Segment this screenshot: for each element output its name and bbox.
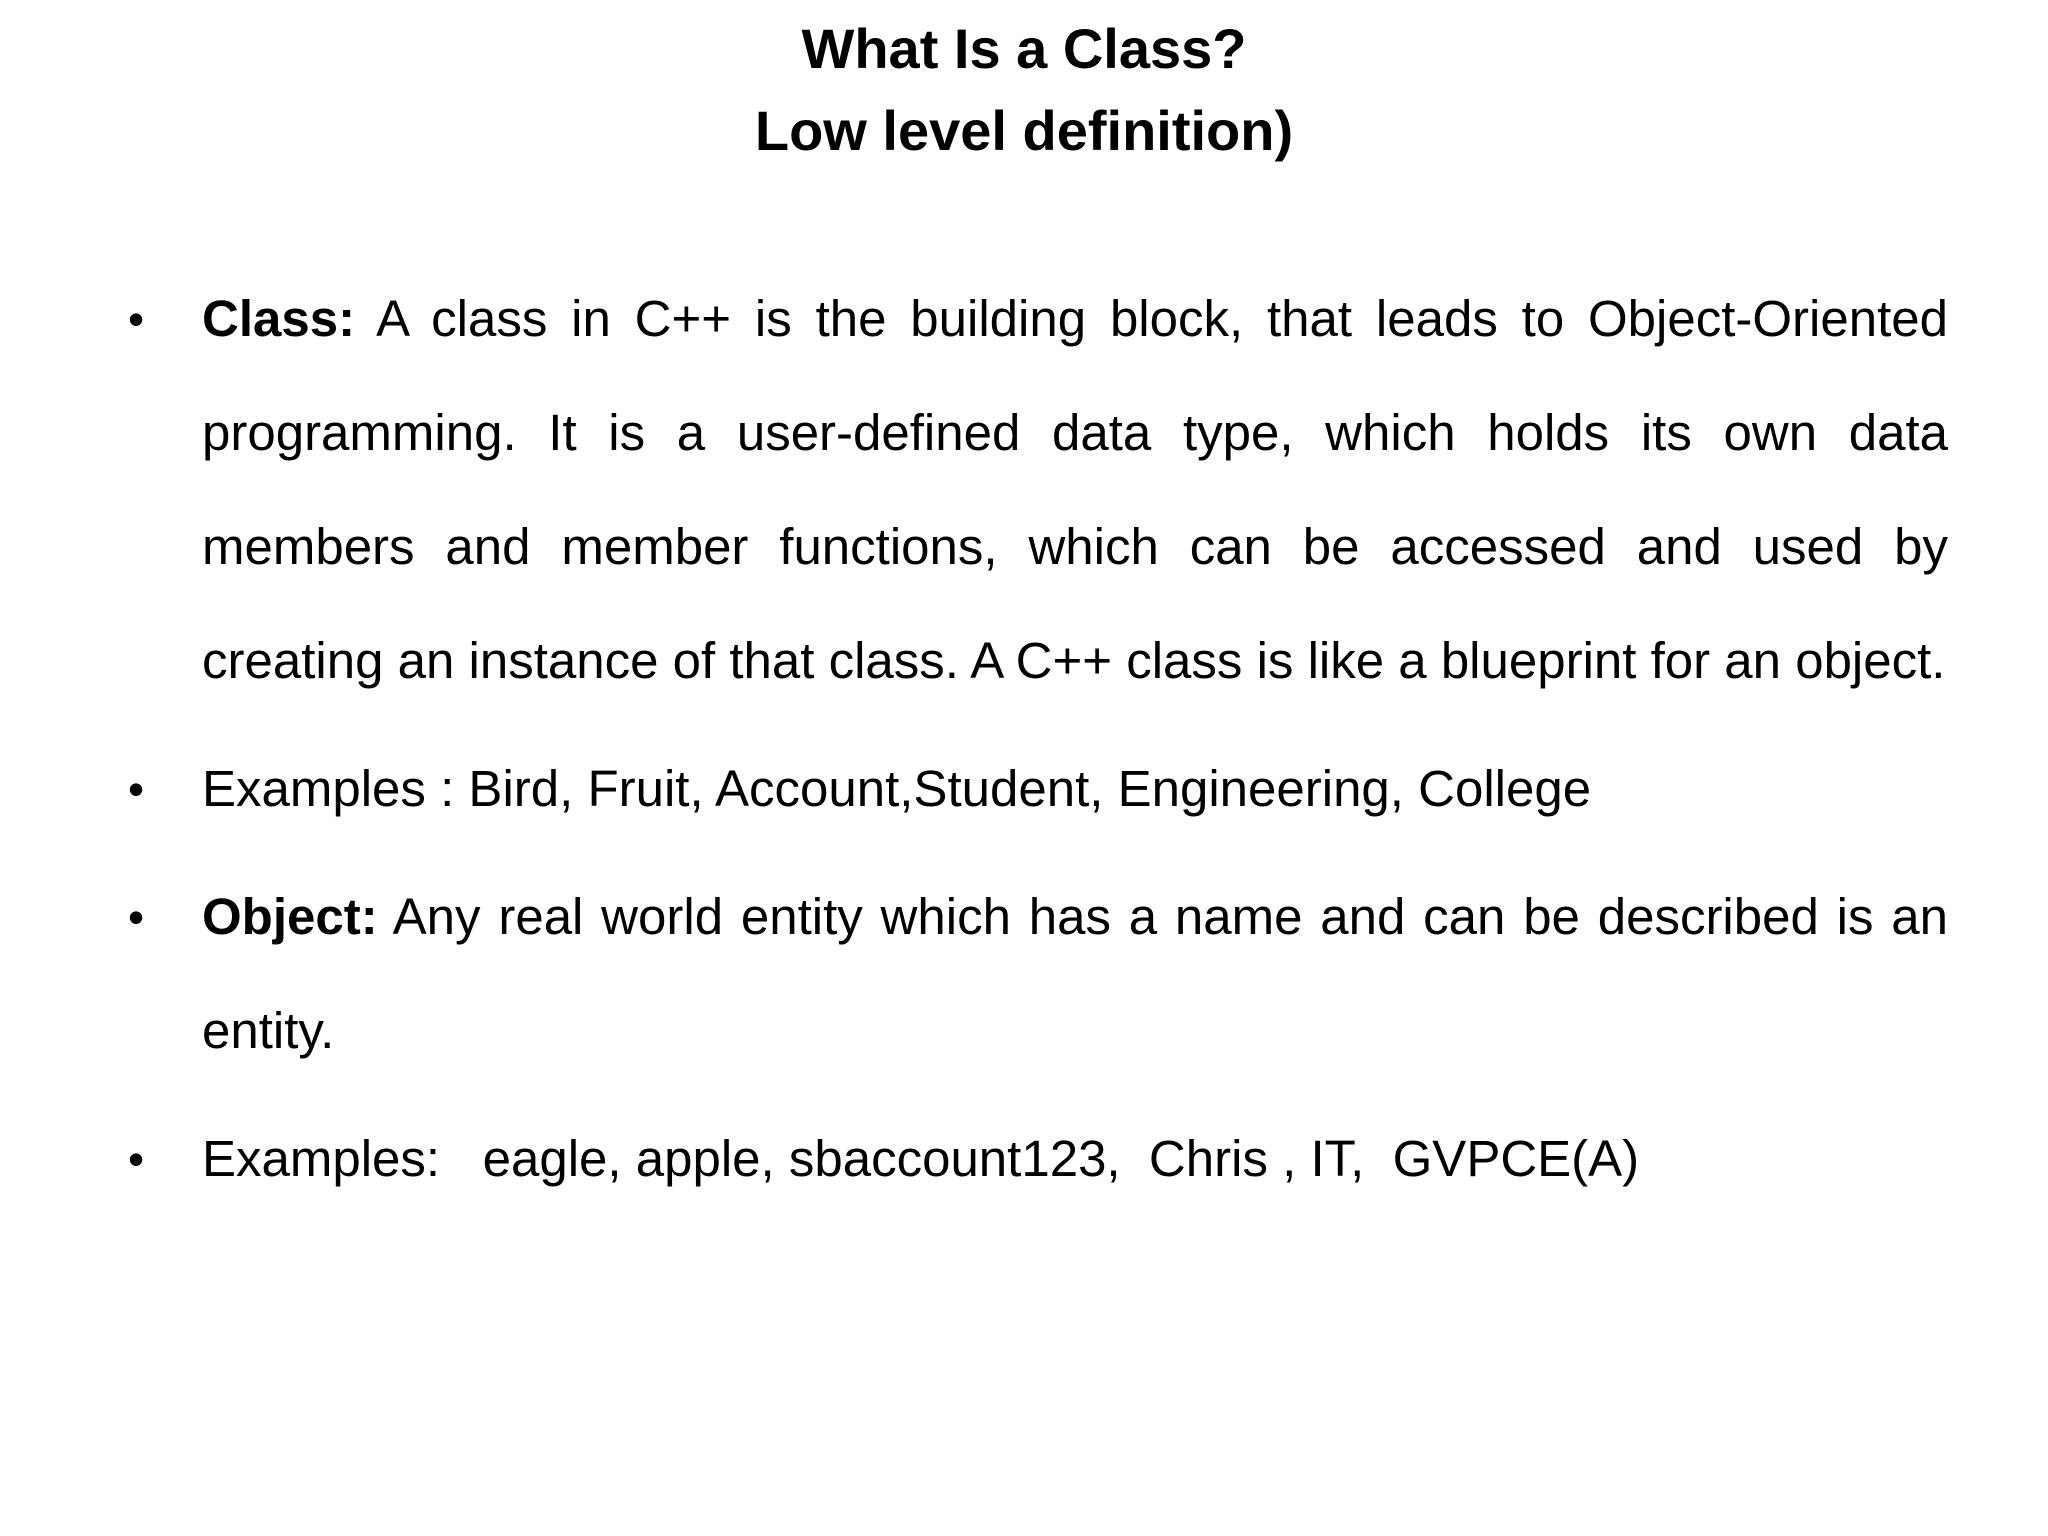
title-line-2: Low level definition): [754, 99, 1294, 162]
bullet-class-definition: [118, 262, 1948, 718]
title-line-1: What Is a Class?: [801, 17, 1247, 80]
bullet-object-definition: [118, 860, 1948, 1088]
bullet-lead-object: Object:: [202, 888, 378, 945]
bullet-dot-icon: •: [128, 763, 145, 815]
bullet-dot-icon: •: [128, 891, 145, 943]
slide-title: [0, 8, 2048, 172]
bullet-text-class-examples: Examples : Bird, Fruit, Account,Student, Engineering, College: [202, 760, 1592, 817]
bullet-text-object: Any real world entity which has a name and can be described is an entity.: [202, 888, 1948, 1059]
bullet-text-class: A class in C++ is the building block, that leads to Object-Oriented programming. It is a user-defined data type, which holds its own data members and member functions, which can be accessed and used by creating an instance of that class. A C++ class is like a blueprint for an object.: [202, 290, 1948, 689]
bullet-object-examples: [118, 1102, 1948, 1216]
bullet-class-examples: [118, 732, 1948, 846]
bullet-lead-class: Class:: [202, 290, 356, 347]
bullet-dot-icon: •: [128, 293, 145, 345]
bullet-list: [118, 262, 1948, 1216]
bullet-text-object-examples: Examples: eagle, apple, sbaccount123, Chris , IT, GVPCE(A): [202, 1130, 1640, 1187]
bullet-dot-icon: •: [128, 1133, 145, 1185]
